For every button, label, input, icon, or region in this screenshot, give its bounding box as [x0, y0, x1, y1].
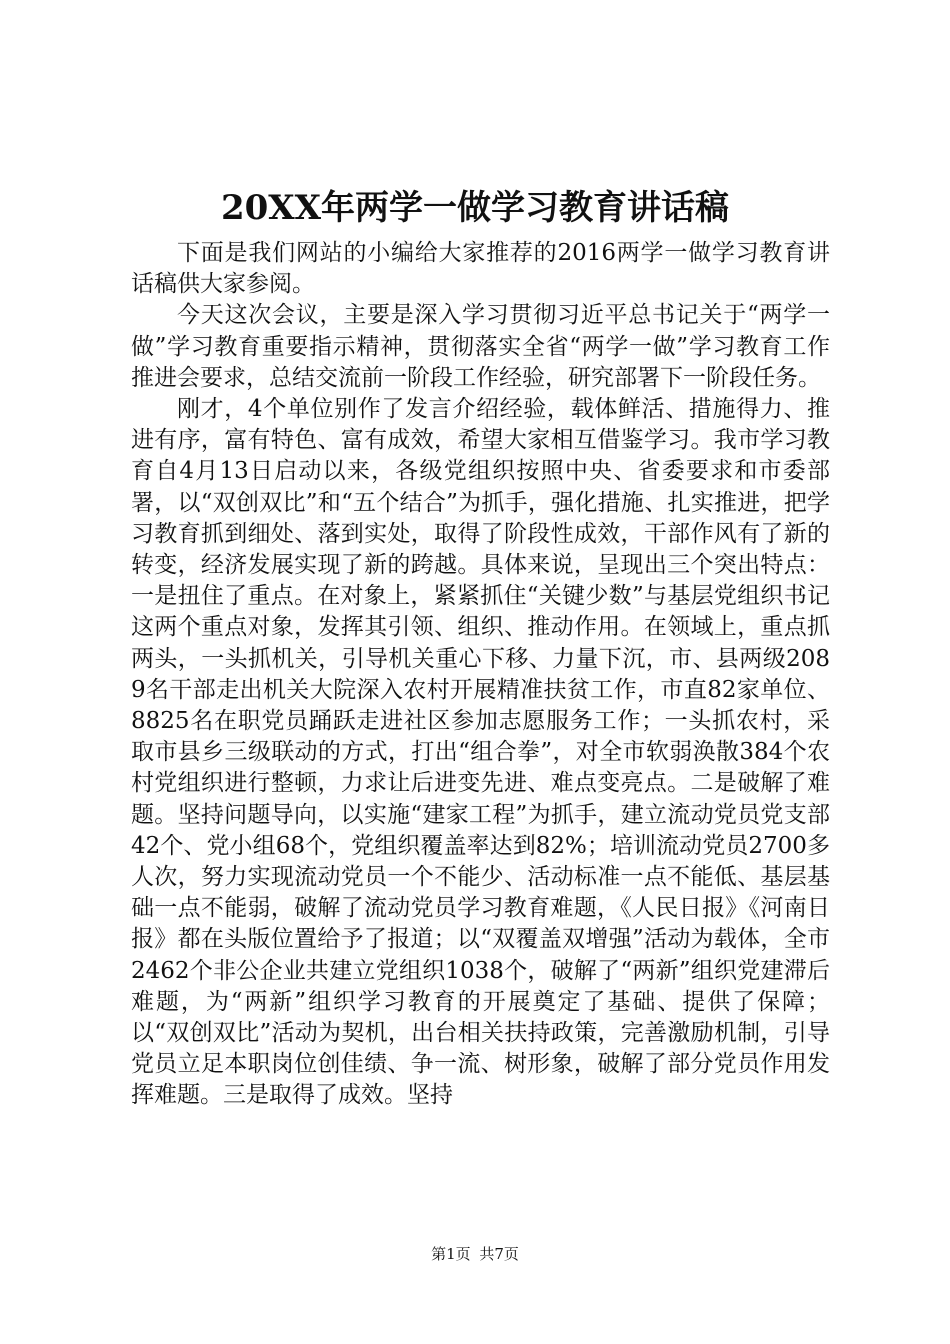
paragraph-achievements: 刚才，4个单位别作了发言介绍经验，载体鲜活、措施得力、推进有序，富有特色、富有成效，希望大家相互借鉴学习。我市学习教育自4月13日启动以来，各级党组织按照中央、省委要求和市委部署，以“双创双比”和“五个结合”为抓手，强化措施、扎实推进，把学习教育抓到细处、落到实处，取得了阶段性成效，干部作风有了新的转变，经济发展实现了新的跨越。具体来说，呈现出三个突出特点：一是扭住了重点。在对象上，紧紧抓住“关键少数”与基层党组织书记这两个重点对象，发挥其引领、组织、推动作用。在领域上，重点抓两头，一头抓机关，引导机关重心下移、力量下沉，市、县两级2089名干部走出机关大院深入农村开展精准扶贫工作，市直82家单位、8825名在职党员踊跃走进社区参加志愿服务工作；一头抓农村，采取市县乡三级联动的方式，打出“组合拳”，对全市软弱涣散384个农村党组织进行整顿，力求让后进变先进、难点变亮点。二是破解了难题。坚持问题导向，以实施“建家工程”为抓手，建立流动党员党支部42个、党小组68个，党组织覆盖率达到82%；培训流动党员2700多人次，努力实现流动党员一个不能少、活动标准一点不能低、基层基础一点不能弱，破解了流动党员学习教育难题，《人民日报》《河南日报》都在头版位置给予了报道；以“双覆盖双增强”活动为载体，全市2462个非公企业共建立党组织1038个，破解了“两新”组织党建滞后难题，为“两新”组织学习教育的开展奠定了基础、提供了保障；以“双创双比”活动为契机，出台相关扶持政策，完善激励机制，引导党员立足本职岗位创佳绩、争一流、树形象，破解了部分党员作用发挥难题。三是取得了成效。坚持	[131, 396, 830, 1109]
paragraph-meeting-purpose: 今天这次会议，主要是深入学习贯彻习近平总书记关于“两学一做”学习教育重要指示精神，贯彻落实全省“两学一做”学习教育工作推进会要求，总结交流前一阶段工作经验，研究部署下一阶段任务。	[131, 302, 830, 391]
paragraph-intro: 下面是我们网站的小编给大家推荐的2016两学一做学习教育讲话稿供大家参阅。	[131, 240, 830, 298]
document-body	[131, 238, 830, 1112]
document-title: 20XX年两学一做学习教育讲话稿	[220, 188, 730, 228]
page-number: 第1页	[431, 1245, 471, 1263]
page-total: 共7页	[479, 1245, 519, 1263]
page-footer	[0, 1244, 950, 1264]
